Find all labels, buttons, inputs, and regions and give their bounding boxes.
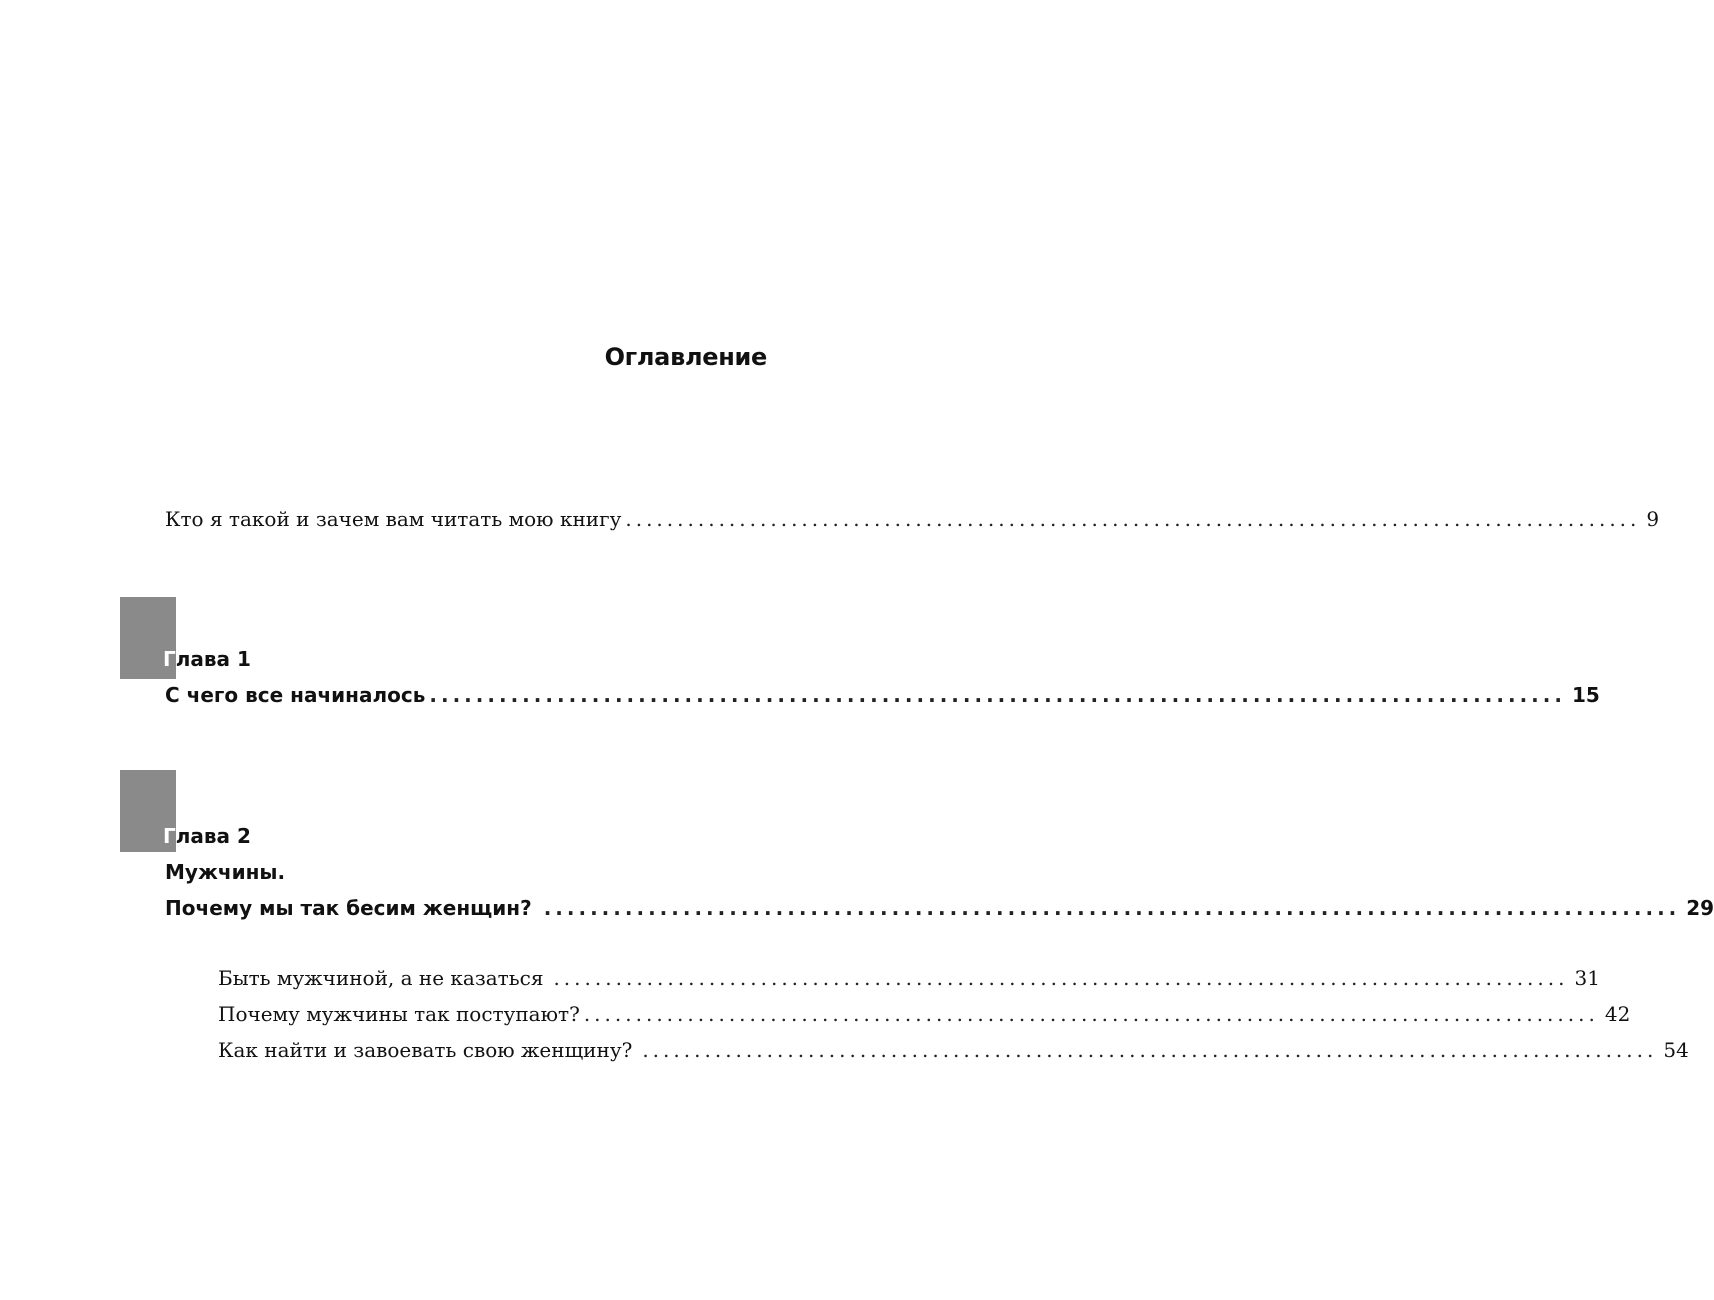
chapter-title-line: Мужчины. (165, 860, 286, 884)
toc-entry-text: Почему мы так бесим женщин? (165, 896, 532, 920)
toc-entry-chapter-2[interactable] (165, 896, 1714, 920)
toc-section-entry[interactable] (218, 966, 1600, 990)
page-title: Оглавление (604, 343, 767, 371)
toc-entry-intro[interactable] (165, 507, 1660, 531)
toc-entry-text: С чего все начиналось (165, 683, 426, 707)
dot-leader: .................................................................................................. (642, 1038, 1658, 1062)
dot-leader: .................................................................................................. (553, 966, 1569, 990)
chapter-label (163, 824, 251, 848)
chapter-label-rest: лава 1 (175, 647, 251, 671)
toc-entry-chapter-1[interactable] (165, 683, 1600, 707)
dot-leader: .................................................................................................. (583, 1002, 1599, 1026)
chapter-label-initial: Г (163, 824, 176, 848)
dot-leader: .................................................................................................. (429, 683, 1566, 707)
toc-entry-page: 31 (1574, 966, 1600, 990)
toc-entry-text: Быть мужчиной, а не казаться (218, 966, 544, 990)
chapter-label-initial: Г (163, 647, 176, 671)
toc-entry-text: Кто я такой и зачем вам читать мою книгу (165, 507, 622, 531)
chapter-label (163, 647, 251, 671)
toc-entry-page: 15 (1571, 683, 1600, 707)
toc-entry-page: 54 (1663, 1038, 1689, 1062)
toc-entry-text: Почему мужчины так поступают? (218, 1002, 580, 1026)
dot-leader: .................................................................................................. (625, 507, 1641, 531)
toc-entry-page: 42 (1604, 1002, 1631, 1026)
toc-section-entry[interactable] (218, 1038, 1689, 1062)
toc-entry-page: 9 (1646, 507, 1660, 531)
toc-entry-text: Как найти и завоевать свою женщину? (218, 1038, 633, 1062)
dot-leader: .................................................................................................. (543, 896, 1681, 920)
toc-entry-page: 29 (1686, 896, 1714, 920)
chapter-label-rest: лава 2 (175, 824, 251, 848)
toc-section-entry[interactable] (218, 1002, 1631, 1026)
